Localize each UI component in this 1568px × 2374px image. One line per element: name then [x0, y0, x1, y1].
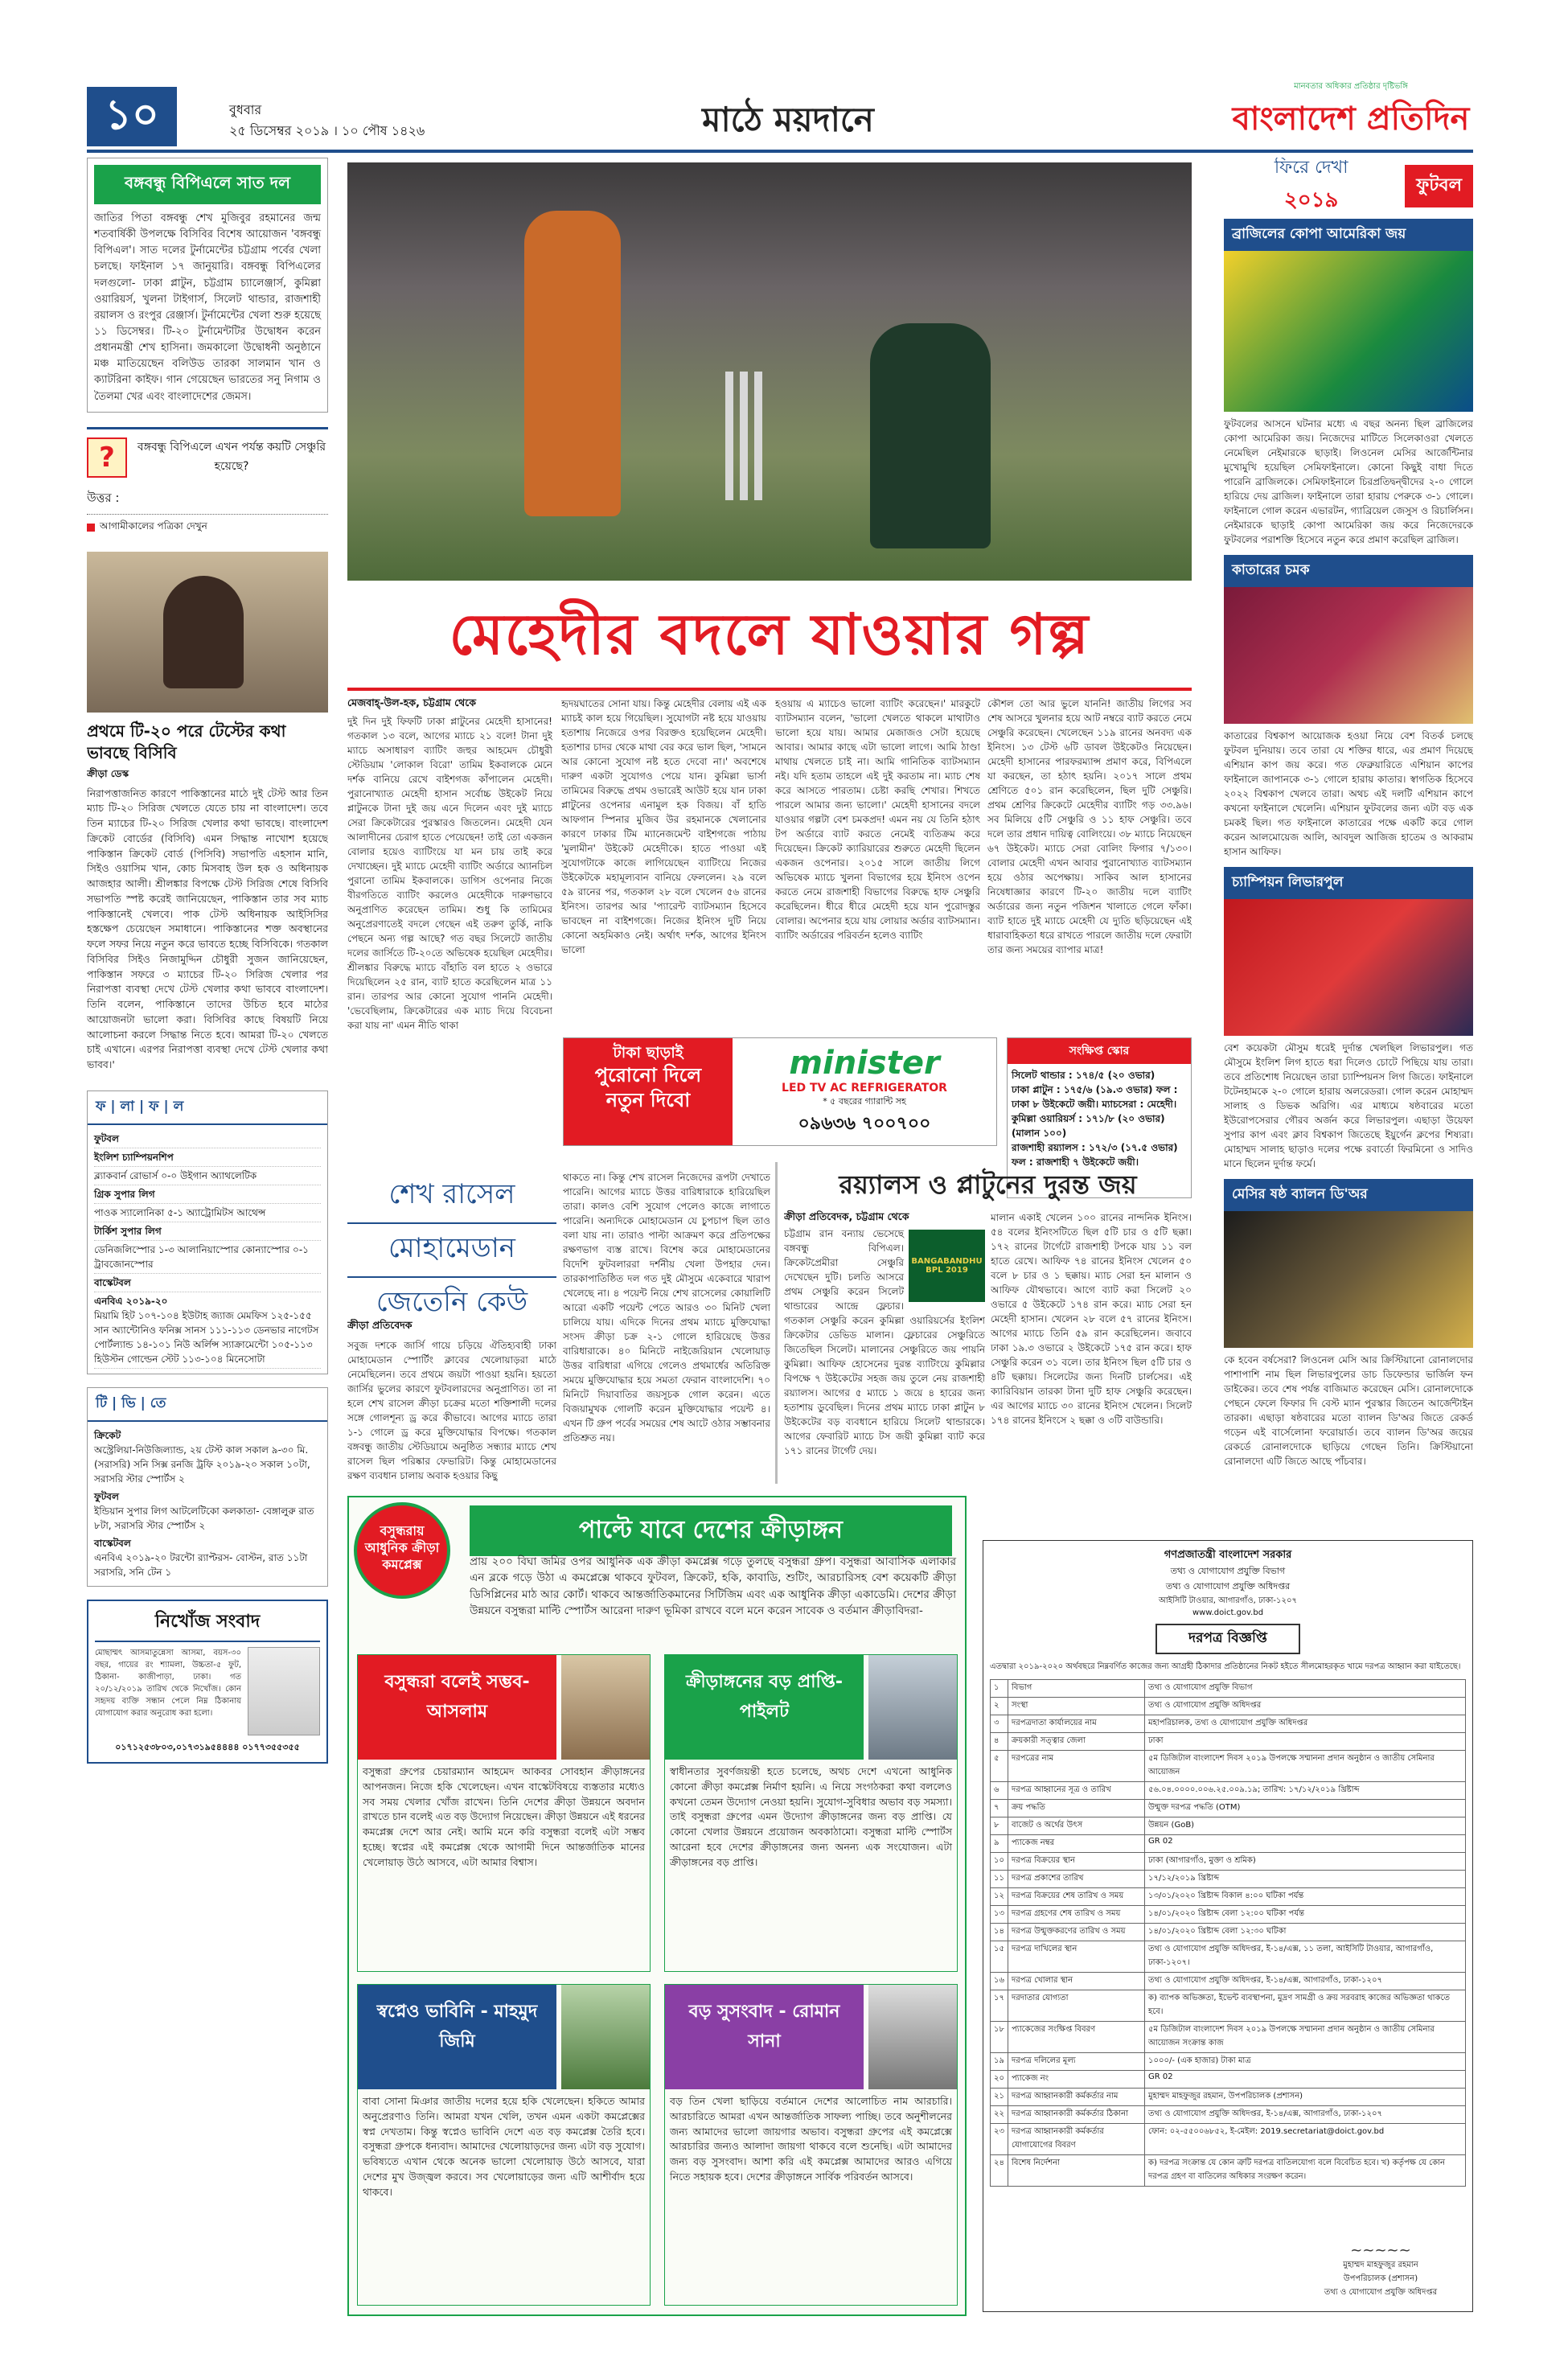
missing-title: নিখোঁজ সংবাদ [95, 1608, 320, 1642]
lead-headline: মেহেদীর বদলে যাওয়ার গল্প [449, 602, 1090, 667]
tender-cell: ক্রয় পদ্ধতি [1008, 1800, 1145, 1817]
tender-cell: সংস্থা [1008, 1698, 1145, 1715]
score-line: রাজশাহী রয়্যালস : ১৭২/৩ (১৭.৫ ওভার) [1012, 1142, 1178, 1153]
test-body: নিরাপত্তাজনিত কারণে পাকিস্তানের মাঠে দুই টেস্ট আর তিন ম্যাচ টি-২০ সিরিজ খেলতে যেতে চায় না বাংলাদেশ। তবে তিন ম্যাচের টি-২০ সিরিজ খেলার কথা ভাবছে। বাংলাদেশ ক্রিকেট বোর্ডের (বিসিবি) এমন সিদ্ধান্ত নাখোশ হয়েছে পাকিস্তান ক্রিকেট বোর্ড (পিসিবি) সভাপতি এহসান মানি, সিইও ওয়াসিম খান, কোচ মিসবাহ উল হক ও অধিনায়ক আজহার আলী। শ্রীলঙ্কার বিপক্ষে টেস্ট সিরিজ শেষে বিসিবি সভাপতি স্পষ্ট করেই জানিয়েছেন, পাকিস্তান তার সব ম্যাচ পাকিস্তানেই খেলবে। পাক টেস্ট অধিনায়ক আইসিসির হস্তক্ষেপ চেয়েছেন সমাধানে। পাকিস্তানের শক্ত অবস্থানের ফলে সফর নিয়ে নতুন করে ভাবতে হচ্ছে বিসিবিকে। গতকাল বিসিবির সিইও নিজামুদ্দিন চৌধুরী সুজন জানিয়েছেন, পাকিস্তান সফরে ৩ ম্যাচের টি-২০ সিরিজ খেলার পর নিরাপত্তা ব্যবস্থা দেখে টেস্ট খেলার কথা ভাববে বাংলাদেশ। তিনি বলেন, পাকিস্তানে তাদের উচিত হবে মাঠের আয়োজনটা ভালো করা। বিসিবির কাছে বিষয়টি নিয়ে আলোচনা করলে সিদ্ধান্ত নিতে হবে। আমরা টি-২০ খেলতে চাই এখানে। এরপর নিরাপত্তা ব্যবস্থা দেখে টেস্ট খেলার কথা ভাবব।' [87, 787, 328, 1071]
score-line: সিলেট থান্ডার : ১৭৪/৫ (২০ ওভার) [1012, 1070, 1155, 1081]
tender-title: দরপত্র বিজ্ঞপ্তি [1155, 1624, 1300, 1654]
lead-byline: মেজবাহ্-উল-হক, চট্টগ্রাম থেকে [347, 696, 477, 709]
football-tag: ফুটবল [1405, 165, 1473, 207]
tender-row [991, 1680, 1466, 1698]
tender-cell: ৮ [991, 1817, 1008, 1835]
tender-cell: ক) ব্যাপক অভিজ্ঞতা, ইভেন্ট ব্যবস্থাপনা, মুদ্রণ সামগ্রী ও ক্রয় সরবরাহ কাজের অভিজ্ঞতা থাকতে হবে। [1145, 1990, 1466, 2022]
score-lines [1008, 1064, 1191, 1173]
tender-cell: ৯ [991, 1835, 1008, 1853]
quote-box-3 [357, 1984, 651, 2306]
tender-dept-2: তথ্য ও যোগাযোগ প্রযুক্তি অধিদপ্তর [1165, 1581, 1291, 1592]
tender-row [991, 1733, 1466, 1751]
story-3-title: চ্যাম্পিয়ন লিভারপুল [1224, 867, 1473, 899]
test-byline: ক্রীড়া ডেস্ক [87, 767, 129, 779]
bpl-title: বঙ্গবন্ধু বিপিএলে সাত দল [94, 165, 321, 204]
quote-box-2 [664, 1654, 958, 1972]
question-mark-icon: ? [87, 437, 127, 478]
score-line: কুমিল্লা ওয়ারিয়র্স : ১৭১/৮ (২০ ওভার) (মালান ১০০) [1012, 1113, 1165, 1139]
tender-cell: মুহাম্মদ মাহফুজুর রহমান, উপপরিচালক (প্রশাসন) [1145, 2089, 1466, 2106]
tender-cell: দরপত্র বিক্রয়ের স্থান [1008, 1853, 1145, 1871]
quote-1-photo [561, 1655, 650, 1760]
tender-cell: তথ্য ও যোগাযোগ প্রযুক্তি অধিদপ্তর, ই-১৪/এক্স, আগারগাঁও, ঢাকা-১২০৭ [1145, 1973, 1466, 1990]
tender-cell: ১২ [991, 1888, 1008, 1906]
rasel-headline-1: শেখ রাসেল [347, 1170, 556, 1224]
result-text: ডেনিজলিস্পোর ১-৩ আলানিয়াস্পোর কোন্যাস্পোর ০-১ ট্রাবজোনস্পোর [94, 1243, 309, 1270]
result-heading: টার্কিশ সুপার লিগ [94, 1225, 162, 1237]
tender-table [990, 1679, 1466, 2187]
tender-cell: বাজেট ও অর্থের উৎস [1008, 1817, 1145, 1835]
tender-row [991, 1888, 1466, 1906]
left-column [87, 158, 328, 2313]
badge-line-2: আধুনিক ক্রীড়া [364, 1539, 440, 1555]
quote-1-body: বসুন্ধরা গ্রুপের চেয়ারম্যান আহমেদ আকবর সোবহান ক্রীড়াঙ্গনের আপনজন। নিজে হকি খেলেছেন। এখন বাস্কেটবিষয়ে ব্যস্ততার মধ্যেও সব সময় খেলার খোঁজ রাখেন। তিনি দেশের ক্রীড়া উন্নয়নে অবদান রাখতে চান বলেই এত বড় উদ্যোগ নিয়েছেন। ক্রীড়া উন্নয়নে এই ধরনের কমপ্লেক্স দেশে আর নেই। আমি মনে করি বসুন্ধরা বলেই এটা সম্ভব হচ্ছে। স্বপ্নের এই কমপ্লেক্স থেকে আগামী দিনে আন্তর্জাতিক মানের খেলোয়াড় উঠে আসবে, এটা আমার বিশ্বাস। [363, 1765, 645, 1868]
quiz-box [87, 427, 328, 486]
tv-item [94, 1488, 321, 1534]
tender-cell: তথ্য ও যোগাযোগ প্রযুক্তি অধিদপ্তর [1145, 1698, 1466, 1715]
results-box [87, 1090, 328, 1374]
badge-line-1: বসুন্ধরায় [380, 1523, 425, 1538]
batsman-figure [524, 211, 621, 516]
story-4-title: মেসির ষষ্ঠ ব্যালন ডি'অর [1224, 1179, 1473, 1211]
lead-rule [347, 688, 1192, 691]
tender-row [991, 1924, 1466, 1941]
quote-4-body: বড় তিন খেলা ছাড়িয়ে বর্তমানে দেশের আলোচিত নাম আরচারি। আরচারিতে আমরা এখন আন্তর্জাতিক সাফল্য পাচ্ছি। তবে অনুশীলনের জন্য আমাদের ভালো জায়গার অভাব। বসুন্ধরা গ্রুপের এই কমপ্লেক্সে আরচারির জন্যও আলাদা জায়গা থাকবে বলে শুনেছি। এটা আমাদের জন্য বড় সুসংবাদ। আশা করি এই কমপ্লেক্স আমাদের আরও এগিয়ে নিতে সহায়ক হবে। দেশের ক্রীড়াঙ্গনে সার্বিক পরিবর্তন আসবে। [670, 2095, 952, 2183]
tender-cell: ১৭ [991, 1990, 1008, 2022]
result-text: ব্ল্যাকবার্ন রোভার্স ০-০ উইগান অ্যাথলেটিক [94, 1169, 257, 1181]
tender-row [991, 1782, 1466, 1800]
wicketkeeper-figure [870, 323, 991, 548]
tender-web: www.doict.gov.bd [1192, 1608, 1264, 1617]
score-title: সংক্ষিপ্ত স্কোর [1008, 1038, 1191, 1064]
tender-cell: বিভাগ [1008, 1680, 1145, 1698]
tender-cell: দরপত্র আহ্বানের সূত্র ও তারিখ [1008, 1782, 1145, 1800]
tender-cell: ২২ [991, 2106, 1008, 2124]
score-line: ফল : রাজশাহী ৭ উইকেটে জয়ী। [1012, 1156, 1139, 1168]
rasel-byline: ক্রীড়া প্রতিবেদক [347, 1319, 413, 1331]
quote-2-photo [868, 1655, 957, 1760]
quote-box-4 [664, 1984, 958, 2306]
tender-cell: GR 02 [1145, 2071, 1466, 2089]
tender-cell: তথ্য ও যোগাযোগ প্রযুক্তি বিভাগ [1145, 1680, 1466, 1698]
tender-row [991, 2124, 1466, 2155]
tender-row [991, 1751, 1466, 1782]
ad-line-1: টাকা ছাড়াই [613, 1044, 683, 1062]
quote-box-1 [357, 1654, 651, 1972]
tender-cell: ১৯ [991, 2053, 1008, 2071]
minister-ad [563, 1037, 997, 1146]
tender-row [991, 1973, 1466, 1990]
tender-intro: এতদ্বারা ২০১৯-২০২০ অর্থবছরে নিম্নবর্ণিত কাজের জন্য আগ্রহী ঠিকাদার প্রতিষ্ঠানের নিকট হইতে সীলমোহরকৃত খামে দরপত্র আহ্বান করা যাইতেছে। [990, 1662, 1461, 1671]
result-text: পাওক স্যালোনিকা ৫-১ অ্যাট্রোমিটস আথেন্স [94, 1206, 266, 1218]
tv-heading: ক্রিকেট [94, 1429, 121, 1441]
right-column [1224, 158, 1473, 1509]
bullet-icon [87, 524, 95, 532]
tender-row [991, 1800, 1466, 1817]
tender-cell: ১৩ [991, 1906, 1008, 1924]
tender-row [991, 2022, 1466, 2053]
rasel-headline-2: মোহামেডান [347, 1224, 556, 1278]
tv-text: ইন্ডিয়ান সুপার লিগ আটলেটিকো কলকাতা- বেঙ্গালুরু রাত ৮টা, সরাসরি স্টার স্পোর্টস ২ [94, 1505, 314, 1531]
tender-cell: ১৩/০১/২০২০ খ্রিষ্টাব্দ বিকাল ৪:০০ ঘটিকা পর্যন্ত [1145, 1888, 1466, 1906]
missing-phones: ০১৭১২৫৩৮০৩,০১৭৩১৯৫৪৪৪৪ ০১৭৭৩৫৫৩৫৫ [115, 1741, 300, 1752]
tender-cell: দরপত্র গ্রহণের শেষ তারিখ ও সময় [1008, 1906, 1145, 1924]
tender-cell: দরপত্র উন্মুক্তকরণের তারিখ ও সময় [1008, 1924, 1145, 1941]
rasel-headline-3: জেতেনি কেউ [376, 1286, 528, 1318]
tv-text: অস্ট্রেলিয়া-নিউজিল্যান্ড, ২য় টেস্ট কাল সকাল ৯-৩০ মি. (সরাসরি) সনি সিক্স রনজি ট্রফি ২০১৯-২০ সকাল ১০টা, সরাসরি স্টার স্পোর্টস ২ [94, 1444, 310, 1485]
tender-cell: দরপত্রদাতা কার্যালয়ের নাম [1008, 1715, 1145, 1733]
tender-cell: ১৪ [991, 1924, 1008, 1941]
tender-cell: ১ [991, 1680, 1008, 1698]
paper-logo: বাংলাদেশ প্রতিদিন [1232, 101, 1470, 138]
story-1-body: ফুটবলের আসনে ঘটনার মধ্যে এ বছর অনন্য ছিল ব্রাজিলের কোপা আমেরিকা জয়। নিজেদের মাটিতে সিলেকাওরা খেলতে নেমেছিল নেইমারকে ছাড়াই। লিওনেল মেসির আর্জেন্টিনার মুখোমুখি হয়েছিল সেমিফাইনালে। কোনো কিছুই বাধা দিতে পারেনি ব্রাজিলকে। সেমিফাইনালে চিরপ্রতিদ্বন্দ্বীদের ২-০ গোলে হারিয়ে দেয় ব্রাজিল। ফাইনালে তারা হারায় পেরুকে ৩-১ গোলে। ফাইনালে গোল করেন এভারটন, গ্যাব্রিয়েল জেসুস ও রিচার্লিসন। নেইমারকে ছাড়াই কোপা আমেরিকা জয় করে নিজেদেরকে ফুটবলের পরাশক্তি হিসেবে নতুন করে প্রমাণ করেছিল ব্রাজিল। [1224, 418, 1473, 545]
result-heading: বাস্কেটবল [94, 1276, 131, 1288]
complex-intro: প্রায় ২০০ বিঘা জমির ওপর আধুনিক এক ক্রীড়া কমপ্লেক্স গড়ে তুলছে বসুন্ধরা গ্রুপ। বসুন্ধরা আবাসিক এলাকার এন ব্লকে গড়ে উঠা এ কমপ্লেক্সে থাকবে ফুটবল, ক্রিকেট, হকি, কাবাডি, শুটিং, আরচারিসহ বেশ কয়েকটি ক্রীড়া ডিসিপ্লিনের মাঠ আর কোর্ট। থাকবে আন্তর্জাতিকমানের সিটিজিম এবং এক আধুনিক ক্রীড়া একাডেমি। দেশের ক্রীড়া উন্নয়নে বসুন্ধরা মাল্টি স্পোর্টস আরেনা দারুণ ভূমিকা রাখবে বলে মনে করেন সাবেক ও বর্তমান ক্রীড়াবিদরা- [470, 1555, 956, 1617]
lead-body-2: হৃদয়ঘাতের সোনা যায়। কিন্তু মেহেদীর বেলায় এই এক ম্যাচই কাল হয়ে গিয়েছিল। সুযোগটা নষ্ট হয়ে যাওয়ায় হতাশায় নিজেরে ওপর বিরক্তও হয়েছিলেন মেহেদী। হতাশার চাদর থেকে মাথা বের করে ভাল ছিল, 'সামনে আর কোনো সুযোগ নষ্ট হতে দেবো না।' অবশেষে দারুণ একটা সুযোগও পেয়ে যান। কুমিল্লা ভার্সা তামিমের বিরুদ্ধে প্রথম ওভারেই আউট হয়ে যান ঢাকা প্লাটুনের ওপেনার এনামুল হক বিজয়। বাঁ হাতি আফগান স্পিনার মুজিব উর রহমানকে খেলানোর কারণে ঢাকার টিম ম্যানেজমেন্ট বাইশগজে পাঠায় 'মুলামীন' উইকেট মেহেদীকে। হাতে পাওয়া এই সুযোগটাকে কাজে লাগিয়েছেন ব্যাটিংয়ে নিজের উইকেটকে মহামূল্যবান বানিয়ে ফেললেন। ২৯ বলে ৫৯ রানের পর, গতকাল ২৮ বলে খেলেন ৫৬ রানের ইনিংস। তারপর আর 'প্যারেন্ট ব্যাটসম্যান হিসেবে ভাবছেন না বাইশগজে। নিজের ইনিংস দুটি নিয়ে কোনো অহমিকাও নেই। অর্থাৎ দর্শক, আগের ইনিংস ভালো [561, 698, 766, 955]
tender-cell: ১০০০/- (এক হাজার) টাকা মাত্র [1145, 2053, 1466, 2071]
bpl-body: জাতির পিতা বঙ্গবন্ধু শেখ মুজিবুর রহমানের জন্ম শতবার্ষিকী উপলক্ষে বিসিবির বিশেষ আয়োজন 'বঙ্গবন্ধু বিপিএল'। সাত দলের টুর্নামেন্টের চট্টগ্রাম পর্বের খেলা চলছে। ফাইনাল ১৭ জানুয়ারি। বঙ্গবন্ধু বিপিএলের দলগুলো- ঢাকা প্লাটুন, চট্টগ্রাম চ্যালেঞ্জার্স, কুমিল্লা ওয়ারিয়র্স, খুলনা টাইগার্স, সিলেট থান্ডার, রাজশাহী রয়ালস ও রংপুর রেঞ্জার্স। টুর্নামেন্টের খেলা শুরু হয়েছে ১১ ডিসেম্বর। টি-২০ টুর্নামেন্টটির উদ্বোধন করেন প্রধানমন্ত্রী শেখ হাসিনা। জমকালো উদ্বোধনী অনুষ্ঠানে মঞ্চ মাতিয়েছেন বলিউড তারকা সালমান খান ও ক্যাটরিনা কাইফ। গান গেয়েছেন ভারতের সনু নিগাম ও তৈলমা খের এবং বাংলাদেশের জেমস। [94, 212, 321, 403]
story-2-body: কাতারের বিশ্বকাপ আয়োজক হওয়া নিয়ে বেশ বিতর্ক চলছে ফুটবল দুনিয়ায়। তবে তারা যে শক্তির ধারে, এর প্রমাণ দিয়েছে এশিয়ান কাপ জয় করে। গত ফেব্রুয়ারিতে এশিয়ান কাপের ফাইনালে জাপানকে ৩-১ গোলে হারায় কাতার। স্বাগতিক হিসেবে ২০২২ বিশ্বকাপ খেলবে তারা। অথচ এই দলটি এশিয়ান কাপে কখনো ফাইনালে খেলেনি। এশিয়ান ফুটবলের জন্য এটা বড় এক চমকই ছিল। গত ফাইনালে কাতারের পক্ষে একটি করে গোল করেন আলমোয়েজ আলি, আবদুল আজিজ হাতেম ও আকরাম হাসান আফিফ। [1224, 730, 1473, 857]
lead-body-1: দুই দিন দুই ফিফটি ঢাকা প্লাটুনের মেহেদী হাসানের! গতকাল ১৩ বলে, আগের ম্যাচে ২১ বলে! টানা দুই ম্যাচে অসাধারণ ব্যাটিং জহুর আহমেদ চৌধুরী স্টেডিয়াম 'লোকাল বিরো' তামিম ইকবালকে মেনে দর্শক বানিয়ে রেখে বাইশগজ কাঁপালেন মেহেদী। পুরানোখ্যাত মেহেদী হাসান সর্বোচ্চ উইকেট নিয়ে প্লাটুনকে টানা দুই জয় এনে দিলেন এবং দুই ম্যাচে সেরা ক্রিকেটারের পুরস্কারও জিতলেন। মেহেদী যেন আলাদীনের চেরাগ হাতে পেয়েছেন! তাই তো একজন বোলার হয়েও ব্যাটিংয়ে যা মন চায় তাই করে দেখাচ্ছেন। দুই ম্যাচে মেহেদী ব্যাটিং অর্ডারে অ্যানচিল পুরানো তামিম ইকবালকে। ডাগিস ওপেনার নিজে বীরগতিতে ব্যাটিং করলেও মেহেদীকে দারুণভাবে অনুপ্রাণিত করেছেন তামিম। শুধু কি তামিমের অনুপ্রেরণাতেই বদলে গেছেন এই তরুণ তুর্কি, নাকি পেছনে অন্য গল্প আছে? গত বছর সিলেটে জাতীয় দলের জার্সিতে টি-২০তে অভিষেক হয়েছিল মেহেদীর। শ্রীলঙ্কার বিরুদ্ধে ম্যাচে বাঁহাতি বল হাতে ২ ওভারে দিয়েছিলেন ২৫ রান, ব্যাট হাতে করেছিলেন মাত্র ১১ রান। তারপর আর কোনো সুযোগ পাননি মেহেদী। 'ভেবেছিলাম, ক্রিকেটারের এক ম্যাচ দিয়ে বিবেচনা করা যায় না' এমন নীতি থাকা [347, 716, 552, 1031]
tender-cell: দরপত্র খোলার স্থান [1008, 1973, 1145, 1990]
tender-cell: ফোন: ০২-৫৫০০৬৮৫২, ই-মেইল: 2019.secretariat@doict.gov.bd [1145, 2124, 1466, 2155]
tv-title: টি | ভি | তে [88, 1388, 327, 1422]
qatar-photo [1224, 587, 1473, 724]
tender-cell: তথ্য ও যোগাযোগ প্রযুক্তি অধিদপ্তর, ই-১৪/এক্স, ১১ তলা, আইসিটি টাওয়ার, আগারগাঁও, ঢাকা-১২০৭। [1145, 1941, 1466, 1973]
year-label: ২০১৯ [1283, 187, 1339, 212]
quote-2-body: স্বাধীনতার সুবর্ণজয়ন্তী হতে চলেছে, অথচ দেশে এখনো আধুনিক কোনো ক্রীড়া কমপ্লেক্স নির্মাণ হয়নি। এ নিয়ে সংগঠকরা কথা বললেও কখনো তেমন উদ্যোগ নেওয়া হয়নি। সুযোগ-সুবিধার অভাব বড় সমস্যা। তাই বসুন্ধরা গ্রুপের এমন উদ্যোগ ক্রীড়াঙ্গনের জন্য বড় প্রাপ্তি। যে কোনো খেলার উন্নয়নে প্রয়োজন অবকাঠামো। বসুন্ধরা মাল্টি স্পোর্টস আরেনা হবে দেশের ক্রীড়াঙ্গনের জন্য অনন্য এক সংযোজন। এটা ক্রীড়াঙ্গনের বড় প্রাপ্তি। [670, 1765, 952, 1868]
tender-cell: প্যাকেজের সংক্ষিপ্ত বিবরণ [1008, 2022, 1145, 2053]
tender-cell: ৪ [991, 1733, 1008, 1751]
result-item [94, 1222, 321, 1241]
weekday: বুধবার [229, 102, 262, 117]
tender-row [991, 2155, 1466, 2187]
tender-cell: ঢাকা (আগারগাঁও, মুক্তা ও শ্রমিক) [1145, 1853, 1466, 1871]
rasel-headline [347, 1170, 556, 1330]
tender-cell: দরপত্র আহ্বানকারী কর্মকর্তার নাম [1008, 2089, 1145, 2106]
tender-cell: ৫ [991, 1751, 1008, 1782]
complex-badge [354, 1502, 450, 1599]
tender-cell: দরপত্র দাখিলের স্থান [1008, 1941, 1145, 1973]
tender-cell: ৩ [991, 1715, 1008, 1733]
lead-photo [347, 162, 1192, 581]
tender-row [991, 1715, 1466, 1733]
sign-title: উপপরিচালক (প্রশাসন) [1343, 2274, 1418, 2283]
story-3-body: বেশ কয়েকটা মৌসুম ধরেই দুর্দান্ত খেলছিল লিভারপুল। গত মৌসুমে ইংলিশ লিগ হাতে ধরা দিলেও চোটে পিছিয়ে যায় তারা। তবে প্রতিশোধ নিয়েছেন তারা চ্যাম্পিয়নস লিগ জিতে। ফাইনালে টটেনহামকে ২-০ গোলে হারায় অলরেডরা। গোল করেন মোহাম্মদ সালাহ ও ডিভক অরিগি। এর মাধ্যমে ষষ্ঠবারের মতো ইউরোপসেরার গৌরব অর্জন করে লিভারপুল। এছাড়া উয়েফা সুপার কাপ এবং ক্লাব বিশ্বকাপ জিতেছে ইয়ুর্গেন ক্লপের শিষ্যরা। মোহাম্মদ সালাহ ছাড়াও দলের পক্ষে রবার্তো ফিরমিনো ও সাদিও মানে ছিলেন দুর্দান্ত ফর্মে। [1224, 1042, 1473, 1169]
bcb-official-photo [87, 552, 328, 713]
quote-3-title: স্বপ্নেও ভাবিনি - মাহমুদ জিমি [358, 1985, 556, 2089]
result-text: মিয়ামি হিট ১০৭-১০৪ ইউটাহ জ্যাজ মেমফিস ১২৫-১৫৫ সান অ্যান্টোনিও ফনিক্স সানস ১১১-১১৩ ডেনভার নাগেটস পোর্টল্যান্ড ১৪-১০১ নিউ অর্লিন্স স্যাক্রামেন্টো ১০৫-১১৩ হিউস্টন গোল্ডেন স্টেট ১১৩-১০৪ মিনেসোটা [94, 1309, 319, 1365]
tender-cell: ৭ [991, 1800, 1008, 1817]
tender-cell: দরপত্রের নাম [1008, 1751, 1145, 1782]
quote-3-photo [561, 1985, 650, 2089]
tender-row [991, 2071, 1466, 2089]
tender-cell: দরপত্র আহ্বানকারী কর্মকর্তার ঠিকানা [1008, 2106, 1145, 2124]
tender-cell: ১০ [991, 1853, 1008, 1871]
section-title: মাঠে ময়দানে [702, 100, 874, 139]
complex-headline: পাল্টে যাবে দেশের ক্রীড়াঙ্গন [470, 1505, 952, 1556]
tender-cell: উন্মুক্ত দরপত্র পদ্ধতি (OTM) [1145, 1800, 1466, 1817]
royals-headline: রয়্যালস ও প্লাটুনের দুরন্ত জয় [839, 1169, 1137, 1200]
tv-text: এনবিএ ২০১৯-২০ টরন্টো র‌্যাপ্টরস- বোস্টন, রাত ১১টা সরাসরি, সনি টেন ১ [94, 1551, 308, 1578]
tender-row [991, 1835, 1466, 1853]
ad-brand: minister [789, 1045, 940, 1082]
tender-cell: ৬ [991, 1782, 1008, 1800]
ad-products: LED TV AC REFRIGERATOR [782, 1082, 947, 1095]
ad-line-2: পুরোনো দিলে [594, 1063, 702, 1086]
missing-person-photo [248, 1647, 320, 1735]
ad-phone: ০৯৬৩৬ ৭০০৭০০ [798, 1114, 931, 1134]
header-rule [87, 150, 1473, 153]
result-item [94, 1241, 321, 1274]
bpl-logo: BANGABANDHU BPL 2019 [909, 1230, 985, 1302]
result-heading: ইংলিশ চ্যাম্পিয়নশিপ [94, 1151, 174, 1163]
liverpool-photo [1224, 899, 1473, 1036]
tv-item [94, 1427, 321, 1488]
tender-row [991, 1906, 1466, 1924]
result-item [94, 1130, 321, 1148]
tv-list [88, 1422, 327, 1586]
royals-body-1: চট্টগ্রাম রান বন্যায় ভেসেছে বঙ্গবন্ধু বিপিএল। ক্রিকেটপ্রেমীরা সেঞ্চুরি দেখেছেন দুটি। চলতি আসরে প্রথম সেঞ্চুরি করেন সিলেট থান্ডারের আন্দ্রে ফ্লেচার। গতকাল সেঞ্চুরি করেন কুমিল্লা ওয়ারিয়র্সের ইংলিশ ক্রিকেটার ডেভিড মালান। ফ্লেচারের সেঞ্চুরিতে জিতেছিল সিলেট। মালানের সেঞ্চুরিতে জয় পায়নি কুমিল্লা। আফিফ হোসেনের দুরন্ত ব্যাটিংয়ে কুমিল্লার বিপক্ষে ৭ উইকেটের সহজ জয় তুলে নেয় রাজশাহী রয়্যালস। আগের ৫ ম্যাচে ১ জয়ে ৪ হারের জন্য হতাশায় ডুবেছিল। দিনের প্রথম ম্যাচে ঢাকা প্লাটুন ৮ উইকেটের বড় ব্যবধানে হারিয়ে সিলেট থান্ডারকে। আগের ফেবারিট ম্যাচে টস জয়ী কুমিল্লা ব্যাট করে ১৭১ রানের টার্গেট দেয়। [784, 1228, 985, 1456]
bpl-box [87, 158, 328, 413]
tender-dept: তথ্য ও যোগাযোগ প্রযুক্তি বিভাগ [1170, 1566, 1286, 1576]
tender-cell: ১৬ [991, 1973, 1008, 1990]
tender-signature [1300, 2242, 1461, 2300]
tender-cell: ২০ [991, 2071, 1008, 2089]
tender-cell: ২ [991, 1698, 1008, 1715]
result-item [94, 1292, 321, 1369]
result-item [94, 1274, 321, 1292]
sign-org: তথ্য ও যোগাযোগ প্রযুক্তি অধিদপ্তর [1324, 2288, 1438, 2297]
quote-4-title: বড় সুসংবাদ - রোমান সানা [665, 1985, 864, 2089]
tv-item [94, 1534, 321, 1581]
tender-cell: ২৪ [991, 2155, 1008, 2187]
tender-row [991, 2053, 1466, 2071]
stumps [725, 372, 766, 500]
tender-cell: ঢাকা [1145, 1733, 1466, 1751]
story-4-body: কে হবেন বর্ষসেরা? লিওনেল মেসি আর ক্রিস্টিয়ানো রোনালদোর পাশাপাশি নাম ছিল লিভারপুলের ডাচ ডিফেন্ডার ভার্জিল ফন ডাইকের। তবে শেষ পর্যন্ত বাজিমাত করেছেন মেসি। রোনালদোকে পেছনে ফেলে ফিফার দি বেস্ট ম্যান পুরস্কার জিতেন আর্জেন্টাইন তারকা। এছাড়া ষষ্ঠবারের মতো ব্যালন ডি'অর জিতে রেকর্ড গড়েন এই বার্সেলোনা ফরোয়ার্ড। তবে ব্যালন ডি'অর জয়ের রেকর্ডে রোনালদোকে ছাড়িয়ে গেছেন তিনি। ক্রিস্টিয়ানো রোনালদো এটি জিতে আছে পাঁচবার। [1224, 1354, 1473, 1467]
story-1-title: ব্রাজিলের কোপা আমেরিকা জয় [1224, 219, 1473, 251]
tender-gov: গণপ্রজাতন্ত্রী বাংলাদেশ সরকার [1164, 1549, 1292, 1561]
story-2-title: কাতারের চমক [1224, 555, 1473, 587]
tv-heading: ফুটবল [94, 1490, 119, 1502]
quote-1-title: বসুন্ধরা বলেই সম্ভব- আসলাম [358, 1655, 556, 1760]
signature-scribble: ~~~~~ [1350, 2242, 1411, 2259]
tender-cell: ৫৬.০৪.০০০০.০০৬.২৫.০০৯.১৯; তারিখ: ১৭/১২/২০১৯ খ্রিষ্টাব্দ [1145, 1782, 1466, 1800]
column-divider [775, 1162, 778, 1484]
tender-cell: দরপত্র বিক্রয়ের শেষ তারিখ ও সময় [1008, 1888, 1145, 1906]
tender-cell: উন্নয়ন (GoB) [1145, 1817, 1466, 1835]
paper-tagline: মানবতার অধিকার প্রতিষ্ঠার দৃষ্টিভঙ্গি [1294, 82, 1408, 91]
tender-cell: GR 02 [1145, 1835, 1466, 1853]
tender-cell: মহাপরিচালক, তথ্য ও যোগাযোগ প্রযুক্তি অধিদপ্তর [1145, 1715, 1466, 1733]
messi-photo [1224, 1211, 1473, 1348]
tender-row [991, 1817, 1466, 1835]
tender-cell: ১১ [991, 1871, 1008, 1888]
royals-body-2: মালান একাই খেলেন ১০০ রানের নান্দনিক ইনিংস। ৫৪ বলের ইনিংসটিতে ছিল ৫টি চার ও ৫টি ছক্কা। ১৭২ রানের টার্গেটে রাজশাহী টপকে যায় ১১ বল হাতে রেখে। আফিফ ৭৪ রানের ইনিংস খেলেন ৫০ বলে ৮ চার ও ১ ছক্কায়। ম্যাচ সেরা হন মালান ও আফিফ যৌথভাবে। আগে ব্যাট করা সিলেট ২০ ওভারে ৫ উইকেটে ১৭৪ রান করে। ম্যাচ সেরা হন মেহেদী হাসান। খেলেন ২৮ বলে ৫৭ রানের ইনিংস। আগের ম্যাচে তিনি ৫৯ রান করেছিলেন। জবাবে ঢাকা ১৯.৩ ওভারে ২ উইকেটে ১৭৫ রান করে। হাফ সেঞ্চুরি করেন ৩১ বলে। তার ইনিংস ছিল ৫টি চার ও ৪টি ছক্কায়। সিলেটের জন্য দিনটি চার্লসের। এই ক্যারিবিয়ান তারকা টানা দুটি হাফ সেঞ্চুরি করেছেন। এর আগের ম্যাচে ৩০ রানের ইনিংস খেলেন। সিলেট ১৭৪ রানের ইনিংসে ২ ছক্কা ও ৩টি বাউন্ডারি। [991, 1212, 1192, 1426]
tender-notice [983, 1540, 1473, 2312]
tender-cell: ১৫ [991, 1941, 1008, 1973]
quote-4-photo [868, 1985, 957, 2089]
quote-2-title: ক্রীড়াঙ্গনের বড় প্রাপ্তি- পাইলট [665, 1655, 864, 1760]
results-list [88, 1125, 327, 1374]
quiz-question: বঙ্গবন্ধু বিপিএলে এখন পর্যন্ত কয়টি সেঞ্চুরি হয়েছে? [137, 440, 326, 473]
issue-date: ২৫ ডিসেম্বর ২০১৯ । ১০ পৌষ ১৪২৬ [229, 123, 425, 138]
tender-cell: ১৭/১২/২০১৯ খ্রিষ্টাব্দ [1145, 1871, 1466, 1888]
tender-row [991, 1698, 1466, 1715]
look-back-label: ফিরে দেখা [1274, 158, 1348, 178]
tender-row [991, 2106, 1466, 2124]
tender-row [991, 1853, 1466, 1871]
tv-box [87, 1387, 328, 1587]
result-item [94, 1167, 321, 1185]
tender-cell: বিশেষ নির্দেশনা [1008, 2155, 1145, 2187]
missing-notice [87, 1600, 328, 1764]
person-silhouette [163, 576, 244, 688]
page-number: ১০ [87, 87, 177, 146]
test-headline: প্রথমে টি-২০ পরে টেস্টের কথা ভাবছে বিসিবি [87, 721, 286, 762]
sports-complex-feature [347, 1496, 967, 2316]
royals-byline: ক্রীড়া প্রতিবেদক, চট্টগ্রাম থেকে [784, 1210, 909, 1222]
tender-address: আইসিটি টাওয়ার, আগারগাঁও, ঢাকা-১২০৭ [1158, 1596, 1298, 1605]
tender-cell: ৫ম ডিজিটাল বাংলাদেশ দিবস ২০১৯ উপলক্ষে সম্মাননা প্রদান অনুষ্ঠান ও জাতীয় সেমিনার আয়োজন [1145, 1751, 1466, 1782]
tender-cell: ১৪/০১/২০২০ খ্রিষ্টাব্দ বেলা ১২:৩০ ঘটিকা [1145, 1924, 1466, 1941]
tender-cell: দরপত্র আহ্বানকারী কর্মকর্তার যোগাযোগের বিবরণ [1008, 2124, 1145, 2155]
tender-row [991, 1941, 1466, 1973]
lead-body-4: কৌশল তো আর ভুলে যাননি! জাতীয় লিগের সব শেষ আসরে খুলনার হয়ে আট নম্বরে ব্যাট করতে নেমে সেঞ্চুরি করেছেন। খেলেছেন ১১৯ রানের অনবদ্য এক ইনিংস। ১৩ টেস্ট ৬টি ডাবল উইকেটও নিয়েছেন। মেহেদী হাসানের পারফরম্যান্স প্রমাণ করে, বিপিএলে যা করছেন, তা হঠাৎ হয়নি। ২০১৭ সালে প্রথম শ্রেণিতে ৫০১ রান করেছিলেন, ছিল দুটি সেঞ্চুরি। প্রথম শ্রেণির ক্রিকেটে মেহেদীর ব্যাটিং গড় ৩৩.৯৬। সব মিলিয়ে ৫টি সেঞ্চুরি ও ১১ হাফ সেঞ্চুরি। তবে দলে তার প্রধান দায়িত্ব বোলিংয়ে। ৩৮ ম্যাচে নিয়েছেন ৬৭ উইকেট। ম্যাচে সেরা বোলিং ফিগার ৭/১৩০। বোলার মেহেদী এখন আবার পুরানোখ্যাত ব্যাটসম্যান হয়ে ওঠার অপেক্ষায়। সাকিব আল হাসানের নিষেধাজ্ঞার কারণে টি-২০ জাতীয় দলে ব্যাটিং অর্ডারের জন্য নতুন পজিশন খালাতে গেলে ফাঁকা। ব্যাট হাতে দুই ম্যাচে মেহেদী যে দ্যুতি ছড়িয়েছেন এই ধারাবাহিকতা ধরে রাখতে পারলে জাতীয় দলে ফেরাটা তার জন্য সময়ের ব্যাপার মাত্র! [987, 698, 1192, 955]
tender-cell: ১৪/০১/২০২০ খ্রিষ্টাব্দ বেলা ১২:০০ ঘটিকা পর্যন্ত [1145, 1906, 1466, 1924]
result-item [94, 1204, 321, 1222]
result-item [94, 1148, 321, 1167]
tender-cell: দরপত্র দলিলের মূল্য [1008, 2053, 1145, 2071]
tender-cell: ২১ [991, 2089, 1008, 2106]
quiz-answer-label: উত্তর : [87, 489, 328, 515]
sign-name: মুহাম্মদ মাহফুজুর রহমান [1343, 2261, 1418, 2269]
result-heading: এনবিএ ২০১৯-২০ [94, 1295, 168, 1307]
tender-cell: ৫ম ডিজিটাল বাংলাদেশ দিবস ২০১৯ উপলক্ষে সম্মাননা প্রদান অনুষ্ঠান ও জাতীয় সেমিনার আয়োজন সংক্রান্ত কাজ [1145, 2022, 1466, 2053]
tender-cell: ক) দরপত্র সংক্রান্ত যে কোন ত্রুটি দরপত্র বাতিলযোগ্য বলে বিবেচিত হবে। খ) কর্তৃপক্ষ যে কোন দরপত্র গ্রহণ বা বাতিলের অধিকার সংরক্ষণ করেন। [1145, 2155, 1466, 2187]
quote-3-body: বাবা সোনা মিঞার জাতীয় দলের হয়ে হকি খেলেছেন। হকিতে আমার অনুপ্রেরণাও তিনি। আমরা যখন খেলি, তখন এমন একটা কমপ্লেক্সের স্বপ্ন দেখতাম। কিন্তু স্বপ্নেও ভাবিনি দেশে এত বড় কমপ্লেক্স তৈরি হবে। বসুন্ধরা গ্রুপকে ধন্যবাদ। আমাদের খেলোয়াড়দের জন্য এটা বড় সুযোগ। ভবিষ্যতে এখান থেকে অনেক ভালো খেলোয়াড় উঠে আসবে, যারা দেশের মুখ উজ্জ্বল করবে। সব খেলোয়াড়ের জন্য এটি আশীর্বাদ হয়ে থাকবে। [363, 2095, 645, 2198]
result-heading: ফুটবল [94, 1132, 119, 1144]
tender-row [991, 1990, 1466, 2022]
tender-cell: তথ্য ও যোগাযোগ প্রযুক্তি অধিদপ্তর, ই-১৪/এক্স, আগারগাঁও, ঢাকা-১২০৭ [1145, 2106, 1466, 2124]
quiz-note: আগামীকালের পত্রিকা দেখুন [100, 520, 207, 532]
tv-heading: বাস্কেটবল [94, 1537, 131, 1549]
lead-body-3: হওয়ায় এ ম্যাচেও ভালো ব্যাটিং করেছেন।' মারকুটে ব্যাটসম্যান বলেন, 'ভালো খেলতে থাকলে মাথাটাও ভালো হয়ে যায়। আমার মেজাজও সেটা হয়েছে আবার। আমার কাছে এটা ভালো লাগে। আমি ঠাণ্ডা মাথায় খেলতে চাই না। আমি গানিতিক ব্যাটসম্যান নই। যদি হতাম তাহলে এই দুই করতাম না। ম্যাচ শেষ করে আসতে পারতাম। চেষ্টা করছি শেখার। শিখতে পারলে আমার জন্য ভালো।' মেহেদী হাসানের বদলে যাওয়ার গল্পটা বেশ চমকপ্রদ! এমন নয় যে তিনি হঠাৎ টপ অর্ডারে ব্যাট করতে নেমেই ব্যতিক্রম করে দিয়েছেন। ক্রিকেট ক্যারিয়ারের শুরুতে মেহেদী ছিলেন একজন ওপেনার। ২০১৫ সালে জাতীয় লিগে অভিষেক ম্যাচে খুলনা বিভাগের হয়ে ইনিংস ওপেন করতে নেমে রাজশাহী বিভাগের বিরুদ্ধে হাফ সেঞ্চুরি করেছিলেন। ধীরে ধীরে মেহেদী হয়ে যান পুরোদস্তুর বোলার। অপেনার হয়ে যায় লোয়ার অর্ডার ব্যাটসম্যান। ব্যাটিং অর্ডারের পরিবর্তন হলেও ব্যাটিং [775, 698, 980, 941]
badge-line-3: কমপ্লেক্স [382, 1556, 422, 1572]
tender-cell: দরদাতার যোগ্যতা [1008, 1990, 1145, 2022]
score-line: ঢাকা প্লাটুন : ১৭৫/৬ (১৯.৩ ওভার) ফল : ঢাকা ৮ উইকেটে জয়ী। ম্যাচসেরা : মেহেদী। [1012, 1084, 1178, 1110]
tender-cell: ২৩ [991, 2124, 1008, 2155]
ad-line-3: নতুন দিবো [605, 1088, 691, 1111]
results-title: ফ | লা | ফ | ল [88, 1091, 327, 1125]
ad-note: * ৫ বছরের গ্যারান্টি সহ [823, 1096, 906, 1107]
tender-cell: ১৮ [991, 2022, 1008, 2053]
brazil-photo [1224, 251, 1473, 412]
result-heading: গ্রিক সুপার লিগ [94, 1188, 155, 1200]
tender-row [991, 2089, 1466, 2106]
missing-body: মোছাম্মৎ আসমাতুন্নেসা আসমা, বয়স-৩০ বছর, গায়ের রং শ্যামলা, উচ্চতা-৫ ফুট, ঠিকানা- কাজীপাড়া, ঢাকা। গত ২০/১২/২০১৯ তারিখ থেকে নিখোঁজ। কোন সহৃদয় ব্যক্তি সন্ধান পেলে নিম্ন ঠিকানায় যোগাযোগ করার অনুরোধ করা হলো। [95, 1648, 241, 1718]
tender-cell: দরপত্র প্রকাশের তারিখ [1008, 1871, 1145, 1888]
tender-cell: ক্রয়কারী সত্ত্বার জেলা [1008, 1733, 1145, 1751]
rasel-body-2: থাকতে না। কিন্তু শেখ রাসেল নিজেদের রূপটা দেখাতে পারেনি। আগের ম্যাচে উত্তর বারিধারাকে হারিয়েছিল তারা। কালও বেশি সুযোগ পেলেও কাজে লাগাতে পারেনি। অন্যদিকে মোহামেডান যে চুপচাপ ছিল তাও বলা যায় না। তারাও পাল্টা আক্রমণ করে প্রতিপক্ষের রক্ষণভাগ ব্যস্ত রাখে। বিশেষ করে মোহামেডানের বিদেশি ফুটবলাররা দর্শনীয় খেলা উপহার দেন। তারকাপাতিষ্ঠিত দল গত দুই মৌসুমে একেবারে খারাপ খেলেছে না। ৪ পয়েন্ট নিয়ে শেখ রাসেলের কোয়ালিটি আরো একটি পয়েন্ট পেতে আরও ৩০ মিনিট খেলা চালিয়ে যায়। এদিকে দিনের প্রথম ম্যাচে মুক্তিযোদ্ধা সংসদ ক্রীড়া চক্র ২-১ গোলে হারিয়েছে উত্তর বারিধারাকে। ৪০ মিনিটে নাইজেরিয়ান খেলোয়াড় উত্তর বারিধারা এগিয়ে গেলেও প্রথমার্ধের অতিরিক্ত সময়ে মুক্তিযোদ্ধার হয়ে সমতা ফেরান বাংলাদেশি। ৭০ মিনিটে দিয়াবাতির জয়সূচক গোল করেন। এতে বিজয়ামুখক গোলটি করেন মুক্তিযোদ্ধার পয়েন্ট ৪। এখন টি গ্রুপ পর্বের সময়ের শেষ আটে ওঠার সম্ভাবনার প্রতিশ্রুত নয়। [563, 1172, 770, 1444]
tender-cell: প্যাকেজ নম্বর [1008, 1835, 1145, 1853]
tender-row [991, 1871, 1466, 1888]
tender-cell: প্যাকেজ নং [1008, 2071, 1145, 2089]
rasel-body: সবুজ দশকে জার্সি গায়ে চড়িয়ে ঐতিহ্যবাহী ঢাকা মোহামেডান স্পোর্টিং ক্লাবের খেলোয়াড়রা মাঠে নেমেছিলেন। তবে প্রথমে জয়টা পাওয়া হয়নি। হয়তো জার্সির ভুলের কারণে ফুটবলারদের অনুপ্রাণিত। তা না হলে শেখ রাসেল ক্রীড়া চক্রের মতো শক্তিশালী দলের সঙ্গে গোলশূন্য ড্র করে কীভাবে। আগের ম্যাচে তারা ১-১ গোলে ড্র করে মুক্তিযোদ্ধার বিপক্ষে। গতকাল বঙ্গবন্ধু জাতীয় স্টেডিয়ামে অনুষ্ঠিত সন্ধ্যার ম্যাচে শেখ রাসেল ছিল পরিষ্কার ফেভারিট। কিন্তু মোহামেডানের রক্ষণ ব্যবধান চালায় অবাক হওয়ার কিছু [347, 1340, 556, 1481]
result-item [94, 1185, 321, 1204]
